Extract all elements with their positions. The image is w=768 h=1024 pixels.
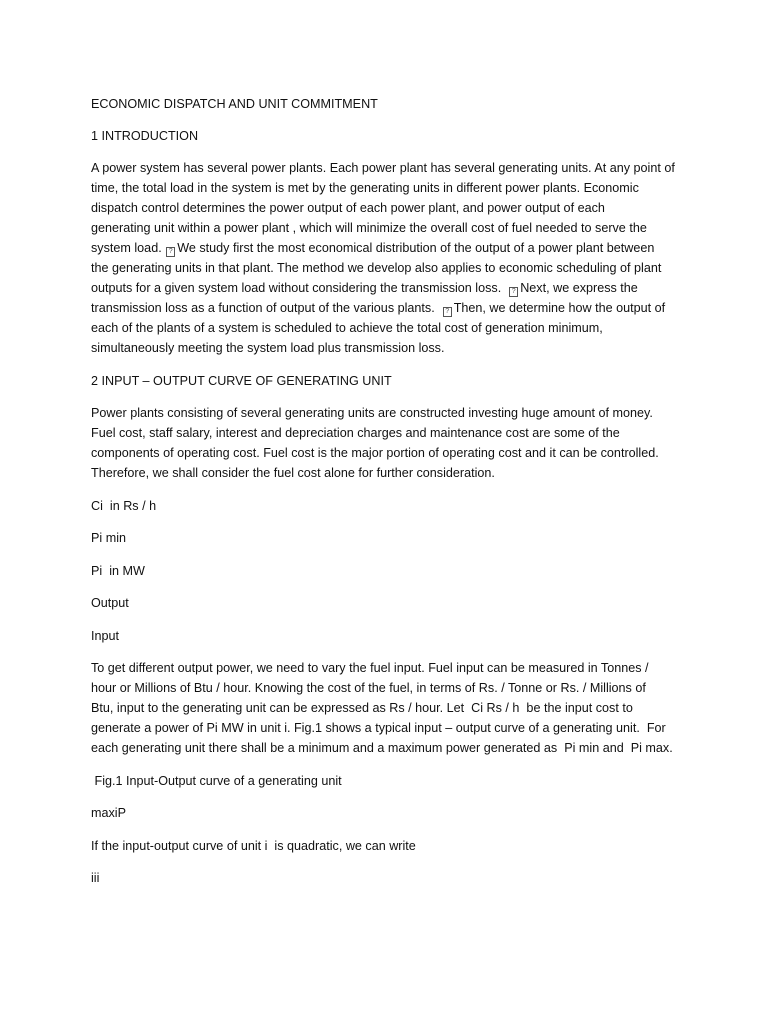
fuel-paragraph [91,658,691,758]
section2-heading: 2 INPUT – OUTPUT CURVE OF GENERATING UNIT [91,373,392,388]
figure-label-input: Input [91,628,120,643]
figure-label-output: Output [91,596,129,610]
equation-fragment: iii [91,871,100,885]
section1-heading: 1 INTRODUCTION [91,129,199,143]
unknown-glyph-icon: ? [443,307,452,317]
intro-line: A power system has several power plants. Each power plant has several generating units. At any point of [91,161,675,175]
fuel-line: To get different output power, we need to vary the fuel input. Fuel input can be measured in Tonnes / [91,661,649,675]
intro-line: dispatch control determines the power output of each power plant, and power output of each [91,201,605,215]
intro-line [91,298,691,318]
section2-line: components of operating cost. Fuel cost is the major portion of operating cost and it can be controlled. [91,446,659,460]
section2-paragraph [91,403,691,483]
intro-fragment: Next, we express the [520,281,638,295]
unknown-glyph-icon: ? [509,287,518,297]
intro-line: generating unit within a power plant , which will minimize the overall cost of fuel needed to serve the [91,221,647,235]
document-page [91,94,691,888]
section2-line: Power plants consisting of several generating units are constructed investing huge amount of money. [91,406,653,420]
intro-fragment: We study first the most economical distribution of the output of a power plant between [177,241,655,255]
figure-label-pimin: Pi min [91,531,126,545]
fuel-line: generate a power of Pi MW in unit i. Fig.1 shows a typical input – output curve of a generating unit. For [91,721,666,735]
intro-line: simultaneously meeting the system load plus transmission loss. [91,341,445,355]
fuel-line: Btu, input to the generating unit can be expressed as Rs / hour. Let Ci Rs / h be the input cost to [91,701,633,715]
figure-caption: Fig.1 Input-Output curve of a generating unit [91,773,342,788]
figure-label-maxip: maxiP [91,806,126,820]
document-title: ECONOMIC DISPATCH AND UNIT COMMITMENT [91,97,378,111]
intro-paragraph [91,158,691,358]
section2-line: Therefore, we shall consider the fuel cost alone for further consideration. [91,466,495,480]
intro-line [91,278,691,298]
fuel-line: each generating unit there shall be a minimum and a maximum power generated as Pi min and Pi max. [91,741,673,755]
intro-fragment: Then, we determine how the output of [453,301,666,315]
fuel-line: hour or Millions of Btu / hour. Knowing the cost of the fuel, in terms of Rs. / Tonne or Rs. / Millions of [91,681,646,695]
intro-fragment: outputs for a given system load without considering the transmission loss. [91,281,502,295]
intro-line: time, the total load in the system is met by the generating units in different power plants. Economic [91,181,639,195]
intro-fragment: system load. [91,241,162,255]
section2-line: Fuel cost, staff salary, interest and depreciation charges and maintenance cost are some of the [91,426,620,440]
figure-label-pi: Pi in MW [91,563,145,578]
unknown-glyph-icon: ? [166,247,175,257]
intro-line [91,238,691,258]
figure-label-ci: Ci in Rs / h [91,498,157,513]
intro-line: the generating units in that plant. The method we develop also applies to economic scheduling of plant [91,261,662,275]
intro-fragment: transmission loss as a function of output of the various plants. [91,301,435,315]
intro-line: each of the plants of a system is scheduled to achieve the total cost of generation minimum, [91,321,603,335]
quadratic-line: If the input-output curve of unit i is quadratic, we can write [91,838,416,853]
